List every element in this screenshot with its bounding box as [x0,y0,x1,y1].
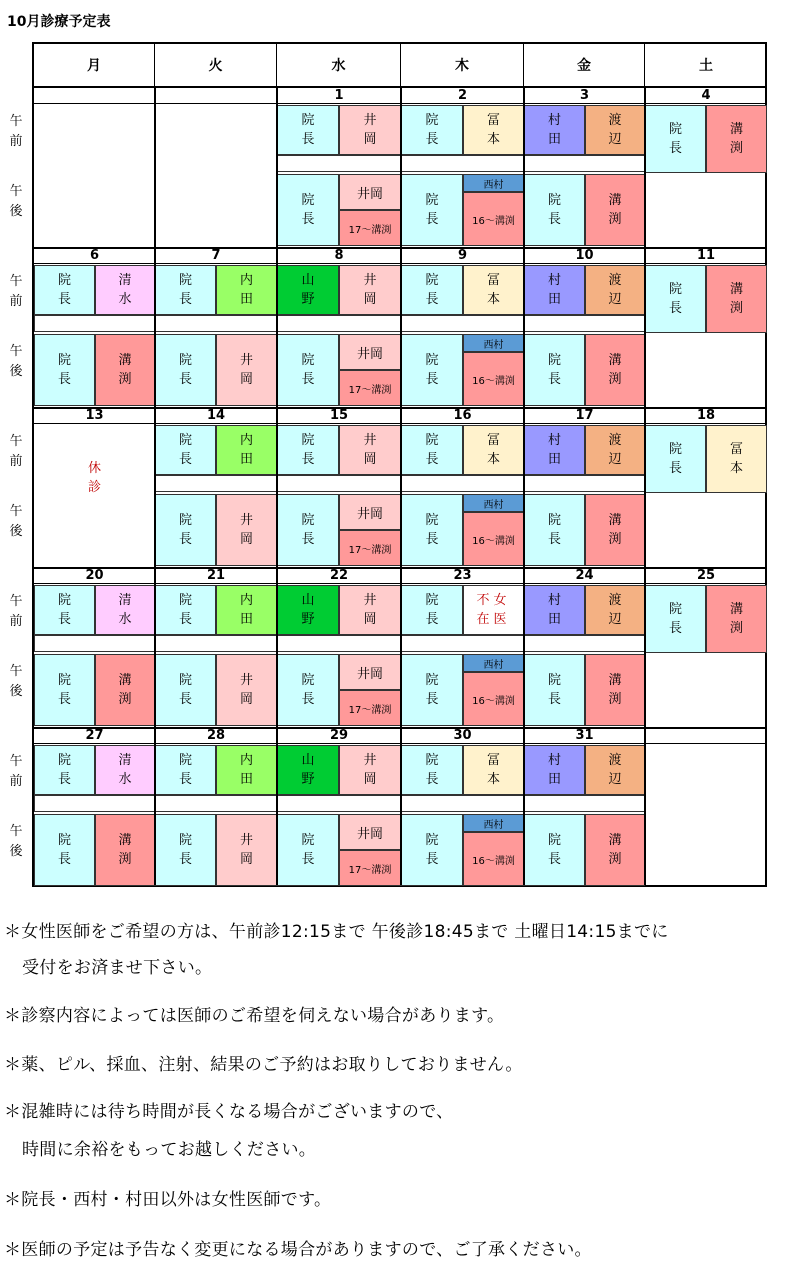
doctor-cell-pm: 溝 渕 [585,334,645,406]
session-label-am: 午前 [9,754,23,789]
doctor-cell-am: 冨 本 [463,265,524,315]
note-request: ＊診察内容によっては医師のご希望を伺えない場合があります。 [4,1006,505,1026]
day-number: 2 [457,88,468,103]
ioka-cell: 井岡 [339,654,401,690]
session-gap [524,315,645,332]
note-wait-time: ＊混雑時には待ち時間が長くなる場合がございますので、 [4,1102,454,1122]
mizobuchi-late-cell: 17～溝渕 [339,690,401,726]
doctor-cell-pm: 溝 渕 [95,654,155,726]
doctor-cell-am: 院 長 [277,105,339,155]
weekday-header: 月 [34,44,155,88]
doctor-cell-pm: 院 長 [155,334,216,406]
day-number: 22 [329,568,349,583]
day-number: 23 [453,568,472,583]
mizobuchi-late-cell: 16～溝渕 [463,192,524,246]
day-number: 30 [453,728,472,743]
session-gap [34,635,155,652]
day-number: 9 [457,248,468,263]
session-gap [401,795,524,812]
note-female-doctor-cont: 受付をお済ませ下さい。 [22,958,213,978]
doctor-cell-pm: 溝 渕 [585,654,645,726]
day-number: 31 [575,728,594,743]
day-number: 4 [701,88,711,103]
doctor-cell-am: 院 長 [645,585,706,653]
doctor-cell-am: 冨 本 [463,105,524,155]
doctor-cell-am: 清 水 [95,265,155,315]
session-label-am: 午前 [9,114,23,149]
session-label-pm: 午後 [9,504,23,539]
mizobuchi-late-cell: 16～溝渕 [463,832,524,886]
doctor-cell-am: 内 田 [216,745,277,795]
doctor-cell-pm: 院 長 [401,654,463,726]
day-number: 28 [206,728,226,743]
doctor-cell-pm: 院 長 [277,174,339,246]
ioka-cell: 井岡 [339,494,401,530]
nishimura-cell: 西村 [463,654,524,672]
doctor-cell-pm: 院 長 [155,654,216,726]
session-gap [34,315,155,332]
doctor-cell-am: 村 田 [524,745,585,795]
doctor-cell-am: 井 岡 [339,585,401,635]
doctor-cell-pm: 院 長 [524,174,585,246]
note-female-doctor: ＊女性医師をご希望の方は、午前診12:15まで 午後診18:45まで 土曜日14:15までに [4,922,669,942]
session-gap [277,155,401,172]
doctor-cell-am: 山 野 [277,585,339,635]
doctor-cell-am: 院 長 [401,745,463,795]
session-gap [277,795,401,812]
doctor-cell-am: 院 長 [34,745,95,795]
day-number: 27 [85,728,104,743]
session-label-am: 午前 [9,434,23,469]
doctor-cell-am: 山 野 [277,265,339,315]
ioka-cell: 井岡 [339,174,401,210]
doctor-cell-am: 井 岡 [339,265,401,315]
ioka-cell: 井岡 [339,814,401,850]
doctor-cell-am: 村 田 [524,585,585,635]
doctor-cell-am: 院 長 [277,425,339,475]
doctor-cell-am: 院 長 [645,265,706,333]
session-gap [155,635,277,652]
doctor-cell-pm: 院 長 [524,334,585,406]
day-number: 29 [329,728,349,743]
doctor-cell-am: 院 長 [401,105,463,155]
mizobuchi-late-cell: 16～溝渕 [463,512,524,566]
doctor-cell-am: 院 長 [155,745,216,795]
doctor-cell-pm: 院 長 [401,494,463,566]
session-label-am: 午前 [9,594,23,629]
doctor-cell-am: 山 野 [277,745,339,795]
day-number: 14 [206,408,226,423]
session-gap [401,475,524,492]
column-line [523,88,525,885]
session-gap [277,475,401,492]
note-wait-time-cont: 時間に余裕をもってお越しください。 [22,1140,317,1160]
mizobuchi-late-cell: 17～溝渕 [339,210,401,246]
session-gap [155,315,277,332]
day-number: 15 [329,408,349,423]
doctor-cell-pm: 院 長 [34,814,95,886]
doctor-cell-am: 院 長 [155,585,216,635]
mizobuchi-late-cell: 17～溝渕 [339,850,401,886]
doctor-cell-am: 不女 在医 [463,585,524,635]
mizobuchi-late-cell: 16～溝渕 [463,672,524,726]
doctor-cell-pm: 井 岡 [216,814,277,886]
doctor-cell-pm: 院 長 [155,814,216,886]
doctor-cell-am: 井 岡 [339,105,401,155]
mizobuchi-late-cell: 16～溝渕 [463,352,524,406]
doctor-cell-pm: 院 長 [277,334,339,406]
day-number: 13 [85,408,104,423]
mizobuchi-late-cell: 17～溝渕 [339,530,401,566]
session-gap [155,795,277,812]
doctor-cell-pm: 院 長 [155,494,216,566]
day-number: 24 [575,568,594,583]
day-number: 11 [696,248,716,263]
day-number: 7 [211,248,221,263]
doctor-cell-am: 渡 辺 [585,105,645,155]
day-number: 25 [696,568,716,583]
doctor-cell-pm: 井 岡 [216,654,277,726]
column-line [154,88,156,885]
doctor-cell-pm: 溝 渕 [95,814,155,886]
doctor-cell-pm: 院 長 [524,814,585,886]
doctor-cell-am: 内 田 [216,425,277,475]
session-label-pm: 午後 [9,344,23,379]
column-line [644,88,646,885]
doctor-cell-pm: 溝 渕 [585,494,645,566]
doctor-cell-am: 井 岡 [339,745,401,795]
doctor-cell-am: 渡 辺 [585,425,645,475]
note-doctors: ＊院長・西村・村田以外は女性医師です。 [4,1190,332,1210]
doctor-cell-am: 冨 本 [706,425,767,493]
nishimura-cell: 西村 [463,494,524,512]
ioka-cell: 井岡 [339,334,401,370]
doctor-cell-am: 院 長 [401,585,463,635]
doctor-cell-am: 渡 辺 [585,265,645,315]
doctor-cell-am: 院 長 [645,105,706,173]
doctor-cell-am: 村 田 [524,425,585,475]
doctor-cell-pm: 院 長 [401,814,463,886]
session-label-pm: 午後 [9,824,23,859]
doctor-cell-am: 院 長 [401,425,463,475]
session-label-am: 午前 [9,274,23,309]
session-gap [401,155,524,172]
weekday-header: 水 [277,44,401,88]
doctor-cell-am: 村 田 [524,105,585,155]
session-gap [524,475,645,492]
doctor-cell-pm: 院 長 [401,174,463,246]
session-gap [524,795,645,812]
doctor-cell-am: 清 水 [95,745,155,795]
day-number: 1 [334,88,344,103]
nishimura-cell: 西村 [463,174,524,192]
doctor-cell-pm: 院 長 [277,494,339,566]
day-number [34,88,155,104]
column-line [400,88,402,885]
session-gap [524,155,645,172]
day-number: 17 [575,408,594,423]
weekday-header: 土 [645,44,767,88]
doctor-cell-am: 渡 辺 [585,745,645,795]
session-label-pm: 午後 [9,184,23,219]
doctor-cell-am: 村 田 [524,265,585,315]
doctor-cell-pm: 溝 渕 [95,334,155,406]
session-label-pm: 午後 [9,664,23,699]
doctor-cell-am: 院 長 [34,585,95,635]
doctor-cell-am: 溝 渕 [706,105,767,173]
session-gap [401,315,524,332]
weekday-header: 金 [524,44,645,88]
doctor-cell-pm: 院 長 [524,494,585,566]
day-number [645,728,767,744]
doctor-cell-pm: 院 長 [277,814,339,886]
doctor-cell-am: 渡 辺 [585,585,645,635]
day-number: 8 [334,248,344,263]
doctor-cell-am: 院 長 [34,265,95,315]
doctor-cell-pm: 井 岡 [216,334,277,406]
doctor-cell-pm: 院 長 [34,334,95,406]
doctor-cell-pm: 院 長 [524,654,585,726]
doctor-cell-am: 清 水 [95,585,155,635]
doctor-cell-pm: 溝 渕 [585,174,645,246]
doctor-cell-pm: 院 長 [277,654,339,726]
day-number: 18 [696,408,716,423]
doctor-cell-am: 内 田 [216,265,277,315]
day-number [155,88,277,104]
doctor-cell-am: 冨 本 [463,425,524,475]
doctor-cell-pm: 溝 渕 [585,814,645,886]
session-gap [155,475,277,492]
doctor-cell-am: 冨 本 [463,745,524,795]
note-change: ＊医師の予定は予告なく変更になる場合がありますので、ご了承ください。 [4,1240,592,1260]
closed-label: 休 診 [87,461,101,495]
doctor-cell-am: 井 岡 [339,425,401,475]
day-number: 21 [206,568,226,583]
doctor-cell-am: 内 田 [216,585,277,635]
day-number: 6 [89,248,100,263]
doctor-cell-am: 院 長 [401,265,463,315]
column-line [276,88,278,885]
doctor-cell-pm: 井 岡 [216,494,277,566]
day-number: 20 [85,568,104,583]
weekday-header: 火 [155,44,277,88]
note-reservation: ＊薬、ピル、採血、注射、結果のご予約はお取りしておりません。 [4,1055,523,1075]
doctor-cell-am: 院 長 [645,425,706,493]
session-gap [277,315,401,332]
doctor-cell-pm: 院 長 [34,654,95,726]
day-number: 3 [579,88,590,103]
doctor-cell-pm: 院 長 [401,334,463,406]
day-number: 10 [575,248,594,263]
doctor-cell-am: 院 長 [155,265,216,315]
doctor-cell-am: 溝 渕 [706,265,767,333]
session-gap [34,795,155,812]
nishimura-cell: 西村 [463,814,524,832]
mizobuchi-late-cell: 17～溝渕 [339,370,401,406]
doctor-cell-am: 院 長 [155,425,216,475]
doctor-cell-am: 溝 渕 [706,585,767,653]
weekday-header: 木 [401,44,524,88]
session-gap [524,635,645,652]
schedule-title: 10月診療予定表 [7,14,111,30]
nishimura-cell: 西村 [463,334,524,352]
day-number: 16 [453,408,472,423]
session-gap [277,635,401,652]
session-gap [401,635,524,652]
